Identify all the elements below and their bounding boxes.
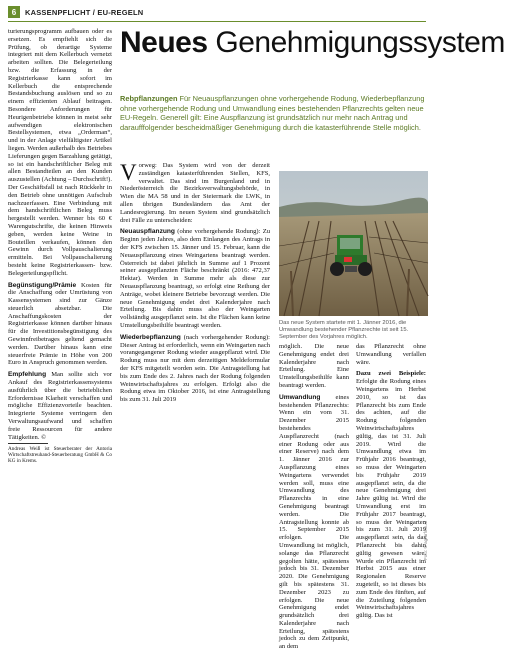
col2-subhead-3: Wiederbepflanzung [120, 333, 181, 341]
col1-text-3: Man sollte sich vor Ankauf des Registrierkassensystems ausführlich über die betrieblichen Erfordernisse Klarheit verschaffen und mögliche Effizienzvorteile beachten. Integrierte Systeme verringern den Verwaltungsaufwand und schaffen freie Ressourcen für andere Tätigkeiten. © [8, 371, 112, 441]
col3-text-2: eines bestehenden Pflanzrechts: Wenn ein vom 31. Dezember 2015 bestehendes Auspflanzrecht (nach einer Rodung oder aus einer Reserve) nach dem 1. Jänner 2016 zur Auspflanzung eines Weingartens verwendet werden soll, muss eine Umwandlung des Pflanzrechts in eine Genehmigung beantragt werden. Die Antragstellung konnte ab 15. September 2015 erfolgen. Die Umwandlung ist möglich, solange das Pflanzrecht gegolten hätte, spätestens jedoch bis 31. Dezember 2020. Die Genehmigung gilt bis spätestens 31. Dezember 2023 zu erfolgen. Die neue Genehmigung endet grundsätzlich drei Kalenderjahre nach Erteilung, spätestens jedoch zu dem Zeitpunkt, an dem [279, 393, 349, 651]
col3-paragraph-2 [279, 394, 349, 651]
author-byline: Andreas Weiß ist Steuerberater der Antoria Wirtschaftstreuhand-Steuerberatung GmbH & Co KG in Krems. [8, 446, 112, 465]
col3-paragraph-1: möglich. Die neue Genehmigung endet drei Kalenderjahre nach Erteilung. Eine Umstellungsbeihilfe kann beantragt werden. [279, 343, 349, 389]
byline-rule [8, 443, 48, 444]
page-number: 6 [8, 6, 20, 18]
col2-text-2: (ohne vorhergehende Rodung): Zu Beginn jeden Jahres, also dem Einlangen des Antrags in der KFS zwischen 15. Jänner und 15. Februar, kann die Neuauspflanzung eines Weingartens beantragt werden. Österreich ist dabei jährlich in Summe auf 1 Prozent seiner ausgepflanzten Fläche beschränkt (2016: 472,37 Hektar). Werden in Summe mehr als diese zur Neuauspflanzung beantragt, so erfolgt eine Reihung der Anträge, wobei kleinere Betriebe bevorzugt werden. Die neue Genehmigung endet drei Kalenderjahre nach Erteilung. Bis dahin muss also der Weingarten vollständig ausgepflanzt sein. Ist die Flächen kann keine Umstellungsbeihilfe beantragt werden. [120, 228, 270, 329]
col1-subhead-3: Empfehlung [8, 371, 47, 379]
col1-text-2: Kosten für die Anschaffung oder Umrüstung von Kassensystemen sind zur Gänze steuerlich absetzbar. Die Anschaffungskosten der Registrierkasse können darüber hinaus für die Investitionsbegünstigung des Gewinnfreibetrages geltend gemacht werden. Darüber hinaus kann eine steuerfreie Prämie in Höhe von 200 Euro in Anspruch genommen werden. [8, 281, 112, 367]
col1-paragraph-3 [8, 371, 112, 441]
lead-paragraph [120, 94, 428, 133]
col4-subhead-2: Dazu zwei Beispiele: [356, 370, 426, 378]
col4-text-2: Erfolgte die Rodung eines Weingartens im Herbst 2010, so ist das Pflanzrecht bis zum Ende des achten, auf die Rodung folgenden Weinwirtschaftsjahres gültig, das ist 31. Juli 2019. Wird die Umwandlung etwa im Frühjahr 2016 beantragt, so muss der Weingarten bis Frühjahr 2019 ausgepflanzt sein, da die neue Genehmigung drei Jahre gültig ist. Wird die Umwandlung erst im Frühjahr 2017 beantragt, so muss der Weingarten bis zum 31. Juli 2019 ausgepflanzt sein, da das Pflanzrecht bis dahin gültig gewesen wäre. Wurde ein Pflanzrecht im Herbst 2015 aus einer Regionalen Reserve zugeteilt, so ist dieses bis zum Ende des fünften, auf die Zuteilung folgenden Weinwirtschaftsjahres gültig. Das ist [356, 378, 426, 620]
col2-paragraph-1 [120, 162, 270, 224]
col4-paragraph-1: das Pflanzrecht ohne Umwandlung verfallen wäre. [356, 343, 426, 366]
column-3 [279, 343, 349, 651]
col1-paragraph-1: turierungsprogramm aufbauen oder es ersetzen. Es empfiehlt sich die Prüfung, ob derartige Systeme integriert mit dem Kellerbuch vernetzt arbeiten sollten. Die Belegerteilung bzw. die Erfassung in der Registrierkasse kann sofort im Kellerbuch die entsprechende Bestandsbuchung auslösen und so zu einem effizienten Ablauf beitragen. Besondere Anforderungen für Heurigenbetriebe können in meist sehr aufwendigen elektronischen Bestellsystemen, etwa „Orderman“, und in der Anlage vielfältigster Artikel liegen. Werden außerhalb des Betriebes Lieferungen gegen Barzahlung getätigt, so ist ein handschriftlicher Beleg mit allen Bestandteilen an den Kunden auszustellen (Achtung – Durchschrift!). Der Geschäftsfall ist nach Rückkehr in den Betrieb ohne unnötigen Aufschub nachzuerfassen. Eine Verbindung mit dem handschriftlichen Beleg muss hergestellt werden. Wenner bis 60 € Warengutschrifte, die keinen Hinweis geben, werden keine Weine in Bouteillen verkaufen, können den Gewinn durch Vollpauschalierung ermitteln. Bei Vollpauschalierung besteht keine Registrierkassen- bzw. Belegerteilungspflicht. [8, 28, 112, 277]
photo-caption: Das neue System startete mit 1. Jänner 2016, die Umwandlung bestehender Pflanzrechte ist seit 15. September des Vorjahres möglich. [279, 320, 409, 340]
headline [120, 26, 505, 60]
col1-paragraph-2 [8, 282, 112, 368]
column-4 [356, 343, 426, 620]
headline-bold: Neues [120, 26, 208, 59]
photo-credit: Foto: © agrarfoto.at [423, 520, 428, 560]
col2-text-1: orweg: Das System wird von der derzeit zuständigen katasterführenden Stellen, KFS, verwaltet. Das sind im Burgenland und in Niederösterreich die Bezirksverwaltungsbehörde, in Wien die MA 58 und in der Steiermark die LWK, in allen übrigen Bundesländern das Amt der Landesregierung. Im neuen System sind grundsätzlich drei Fälle zu unterscheiden: [120, 162, 270, 224]
col2-subhead-2: Neuauspflanzung [120, 228, 175, 236]
drop-cap: V [120, 160, 137, 185]
vineyard-tractor-photo [279, 171, 428, 316]
col3-subhead-2: Umwandlung [279, 393, 321, 401]
column-1 [8, 28, 112, 464]
header-rule [8, 21, 426, 22]
col2-paragraph-3 [120, 334, 270, 404]
col2-text-3: (nach vorhergehender Rodung): Dieser Antrag ist erforderlich, wenn ein Weingarten nach vorangegangener Rodung wieder ausgepflanzt wird. Die Rodung muss nur mit dem derzeitigen Meldeformular der KFS mitgeteilt worden sein. Die Antragstellung hat bis zum Ende des 2. Jahres nach der Rodung folgenden Weinwirtschaftsjahres zu erfolgen. Erfolgt also die Rodung etwa im Oktober 2016, ist eine Antragstellung bis zum 31. Juli 2019 [120, 333, 270, 404]
column-2 [120, 162, 270, 404]
lead-kicker: Rebpflanzungen [120, 94, 178, 103]
headline-rest: Genehmigungssystem [207, 26, 505, 59]
page-header [8, 4, 426, 20]
lead-text: Für Neuauspflanzungen ohne vorhergehende Rodung, Wiederbepflanzung ohne vorhergehende Rodung und Umwandlung eines bestehenden Pflanzrechts gelten neue EU-Regeln. Generell gilt: Eine Auspflanzung ist grundsätzlich nur mehr nach Antrag und daraufffolgender bescheidmäßiger Genehmigung durch die katasterführende Stelle möglich. [120, 94, 425, 133]
col1-subhead-2: Begünstigung/Prämie [8, 281, 77, 289]
col2-paragraph-2 [120, 228, 270, 329]
section-title: KASSENPFLICHT / EU-REGELN [25, 7, 144, 17]
col4-paragraph-2 [356, 370, 426, 620]
